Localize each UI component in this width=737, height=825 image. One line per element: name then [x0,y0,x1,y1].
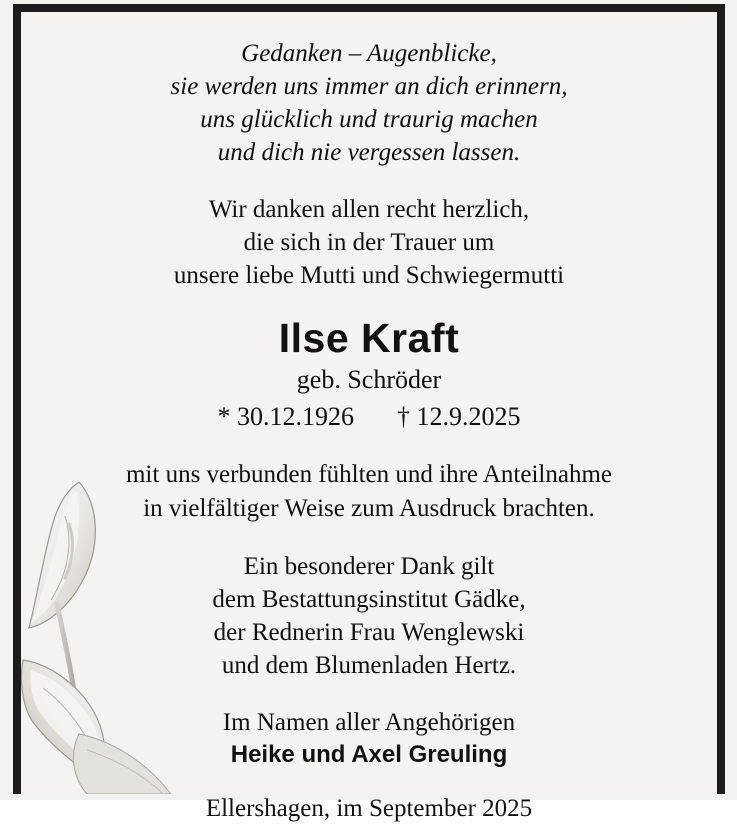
family-block [21,706,717,771]
special-thanks-line-4: und dem Blumenladen Hertz. [221,652,517,679]
deceased-maiden-name: geb. Schröder [296,365,442,394]
obituary-card-body [21,12,717,822]
thanks-block [21,193,717,292]
thanks-line-3: unsere liebe Mutti und Schwiegermutti [173,262,565,289]
continuation-line-1: mit uns verbunden fühlten und ihre Anteilnahme [125,461,612,488]
special-thanks-line-3: der Rednerin Frau Wenglewski [213,619,525,646]
continuation-line-2: in vielfältiger Weise zum Ausdruck brachten. [143,495,595,522]
special-thanks-line-1: Ein besonderer Dank gilt [243,553,495,580]
verse-line-1: Gedanken – Augenblicke, [241,40,497,67]
deceased-name: Ilse Kraft [278,315,460,361]
death-date: 12.9.2025 [416,402,521,431]
obituary-card-border [13,4,725,822]
thanks-line-2: die sich in der Trauer um [243,229,495,256]
special-thanks-block [21,550,717,682]
birth-date: 30.12.1926 [237,402,354,431]
verse-block [21,37,717,169]
verse-line-4: und dich nie vergessen lassen. [217,139,521,166]
verse-line-3: uns glücklich und traurig machen [200,106,538,133]
thanks-line-1: Wir danken allen recht herzlich, [208,196,530,223]
verse-line-2: sie werden uns immer an dich erinnern, [170,73,568,100]
birth-symbol: * [217,402,231,431]
obituary-content [21,12,717,825]
special-thanks-line-2: dem Bestattungsinstitut Gädke, [212,586,526,613]
place-and-date: Ellershagen, im September 2025 [205,795,533,822]
life-dates [21,400,717,434]
family-line: Im Namen aller Angehörigen [222,709,516,736]
continuation-block [21,458,717,526]
death-symbol: † [397,402,410,431]
family-signers: Heike und Axel Greuling [230,741,508,768]
